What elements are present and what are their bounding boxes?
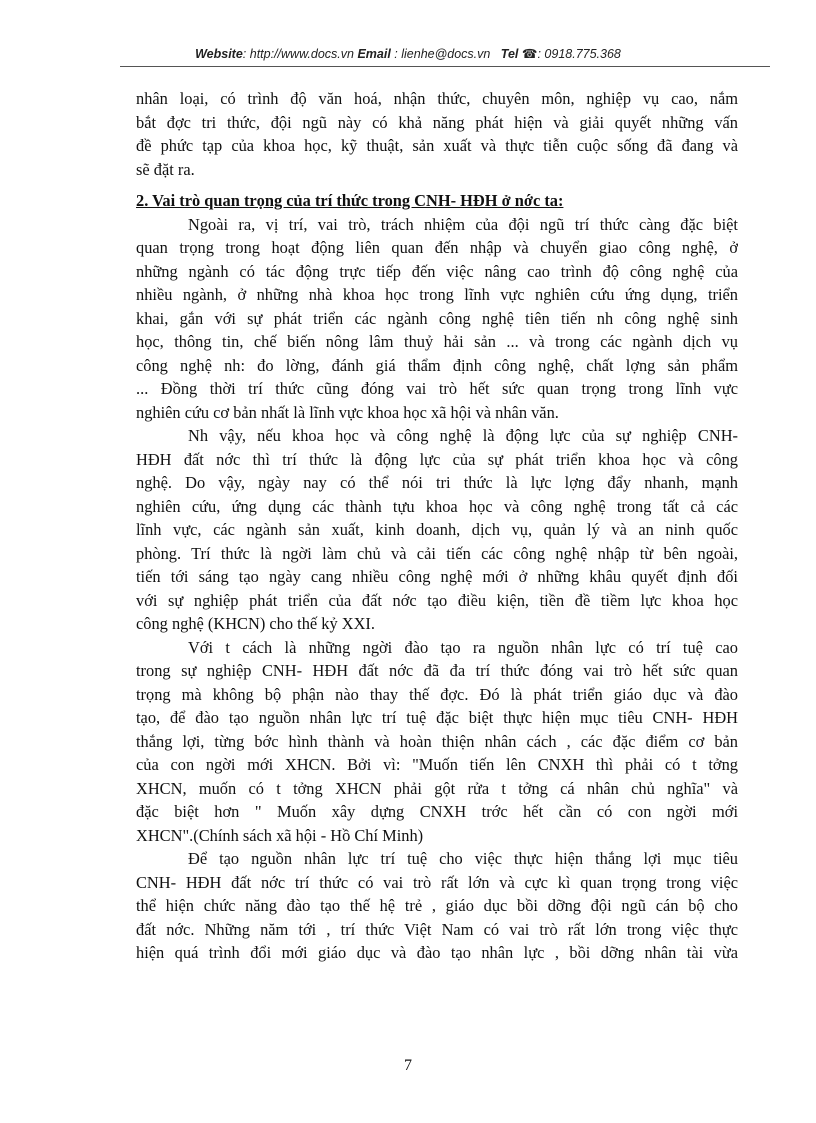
text-line: XHCN, muốn có t tởng XHCN phải gột rửa t tởng cá nhân chủ nghĩa" và	[136, 778, 738, 798]
text-line: lĩnh vực, các ngành sản xuất, kinh doanh, dịch vụ, quản lý và an ninh quốc	[136, 520, 738, 539]
paragraph-2	[136, 424, 738, 636]
text-line: bắt đợc tri thức, đội ngũ này có khả năng phát hiện và giải quyết những vấn	[136, 112, 738, 132]
intro-paragraph	[136, 87, 738, 181]
text-line: nghiên cứu, ứng dụng các thành tựu khoa học và công nghệ trong tất cả các	[136, 496, 738, 516]
text-line: đặc biệt hơn " Muốn xây dựng CNXH trớc hết cần có con ngời mới	[136, 802, 738, 821]
text-line: quan trọng trong hoạt động liên quan đến nhập và chuyển giao công nghệ, ở	[136, 238, 738, 257]
text-line: ... Đồng thời trí thức cũng đóng vai trò hết sức quan trọng trong lĩnh vực	[136, 379, 738, 398]
text-line: Với t cách là những ngời đào tạo ra nguồn nhân lực có trí tuệ cao	[188, 637, 738, 657]
text-line: đề phức tạp của khoa học, kỹ thuật, sản xuất và thực tiễn cuộc sống đã đang và	[136, 136, 738, 155]
text-line: phòng. Trí thức là ngời làm chủ và cải tiến các công nghệ nhập từ bên ngoài,	[136, 543, 738, 563]
text-line: của con ngời mới XHCN. Bởi vì: "Muốn tiến lên CNXH thì phải có t tởng	[136, 755, 738, 774]
text-line: nghiên cứu cơ bản nhất là lĩnh vực khoa học xã hội và nhân văn.	[136, 402, 559, 422]
document-body	[136, 87, 738, 965]
page-header	[0, 46, 816, 61]
email-label: Email	[357, 47, 391, 61]
text-line: XHCN".(Chính sách xã hội - Hồ Chí Minh)	[136, 825, 424, 845]
header-rule	[120, 66, 770, 67]
text-line: trong sự nghiệp CNH- HĐH đất nớc đã đa trí thức đóng vai trò hết sức quan	[136, 661, 738, 680]
text-line: với sự nghiệp phát triển của đất nớc tạo điều kiện, tiền đề tiềm lực khoa học	[136, 590, 738, 610]
text-line: hiện quá trình đổi mới giáo dục và đào tạo nhân lực , bồi dỡng nhân tài vừa	[136, 943, 738, 962]
page-number: 7	[404, 1057, 412, 1074]
paragraph-3	[136, 636, 738, 848]
website-value: : http://www.docs.vn	[242, 47, 354, 61]
text-line: Để tạo nguồn nhân lực trí tuệ cho việc thực hiện thắng lợi mục tiêu	[188, 849, 738, 868]
text-line: thắng lợi, từng bớc hình thành và hoàn thiện nhân cách , các đặc điểm cơ bản	[136, 731, 738, 751]
text-line: đất nớc. Những năm tới , trí thức Việt Nam có vai trò rất lớn trong việc thực	[136, 919, 738, 939]
text-line: nhân loại, có trình độ văn hoá, nhận thức, chuyên môn, nghiệp vụ cao, nắm	[136, 89, 738, 108]
text-line: sẽ đặt ra.	[136, 159, 195, 179]
text-line: nhiều ngành, ở những nhà khoa học trong lĩnh vực nghiên cứu ứng dụng, triển	[136, 285, 738, 304]
tel-label: Tel	[500, 47, 519, 61]
text-line: trọng mà không bộ phận nào thay thế đợc. Đó là phát triển giáo dục và đào	[136, 684, 738, 704]
text-line: công nghệ nh: đo lờng, đánh giá thẩm định công nghệ, chất lợng sản phẩm	[136, 355, 738, 375]
text-line: khai, gắn với sự phát triển các ngành công nghệ tiên tiến nh công nghệ sinh	[136, 308, 738, 328]
text-line: HĐH đất nớc thì trí thức là động lực của sự phát triển khoa học và công	[136, 449, 738, 469]
text-line: tạo, để đào tạo nguồn nhân lực trí tuệ đặc biệt thực hiện mục tiêu CNH- HĐH	[136, 708, 738, 727]
text-line: Nh vậy, nếu khoa học và công nghệ là động lực của sự nghiệp CNH-	[188, 426, 738, 445]
email-value: : lienhe@docs.vn	[390, 47, 491, 61]
website-label: Website	[195, 47, 243, 61]
section-heading: 2. Vai trò quan trọng của trí thức trong CNH- HĐH ở nớc ta:	[136, 191, 564, 210]
text-line: tiến tới sáng tạo ngày cang nhiều công nghệ mới ở những khâu quyết định đối	[136, 567, 738, 586]
phone-icon: ☎	[521, 47, 538, 61]
text-line: thể hiện chức năng đào tạo thế hệ trẻ , giáo dục bồi dỡng đội ngũ cán bộ cho	[136, 896, 738, 915]
tel-value: : 0918.775.368	[537, 47, 621, 61]
text-line: những ngành có tác động trực tiếp đến việc nâng cao trình độ công nghệ của	[136, 261, 738, 281]
paragraph-1	[136, 213, 738, 425]
text-line: CNH- HĐH đất nớc trí thức có vai trò rất lớn và cực kì quan trọng trong việc	[136, 872, 738, 892]
text-line: học, thông tin, chế biến nông lâm thuỷ hải sản ... và trong các ngành dịch vụ	[136, 332, 738, 351]
text-line: công nghệ (KHCN) cho thế kỷ XXI.	[136, 614, 375, 633]
text-line: nghệ. Do vậy, ngày nay có thể nói tri thức là lực lợng đẩy nhanh, mạnh	[136, 473, 738, 492]
text-line: Ngoài ra, vị trí, vai trò, trách nhiệm của đội ngũ trí thức càng đặc biệt	[188, 214, 738, 234]
paragraph-4	[136, 847, 738, 965]
